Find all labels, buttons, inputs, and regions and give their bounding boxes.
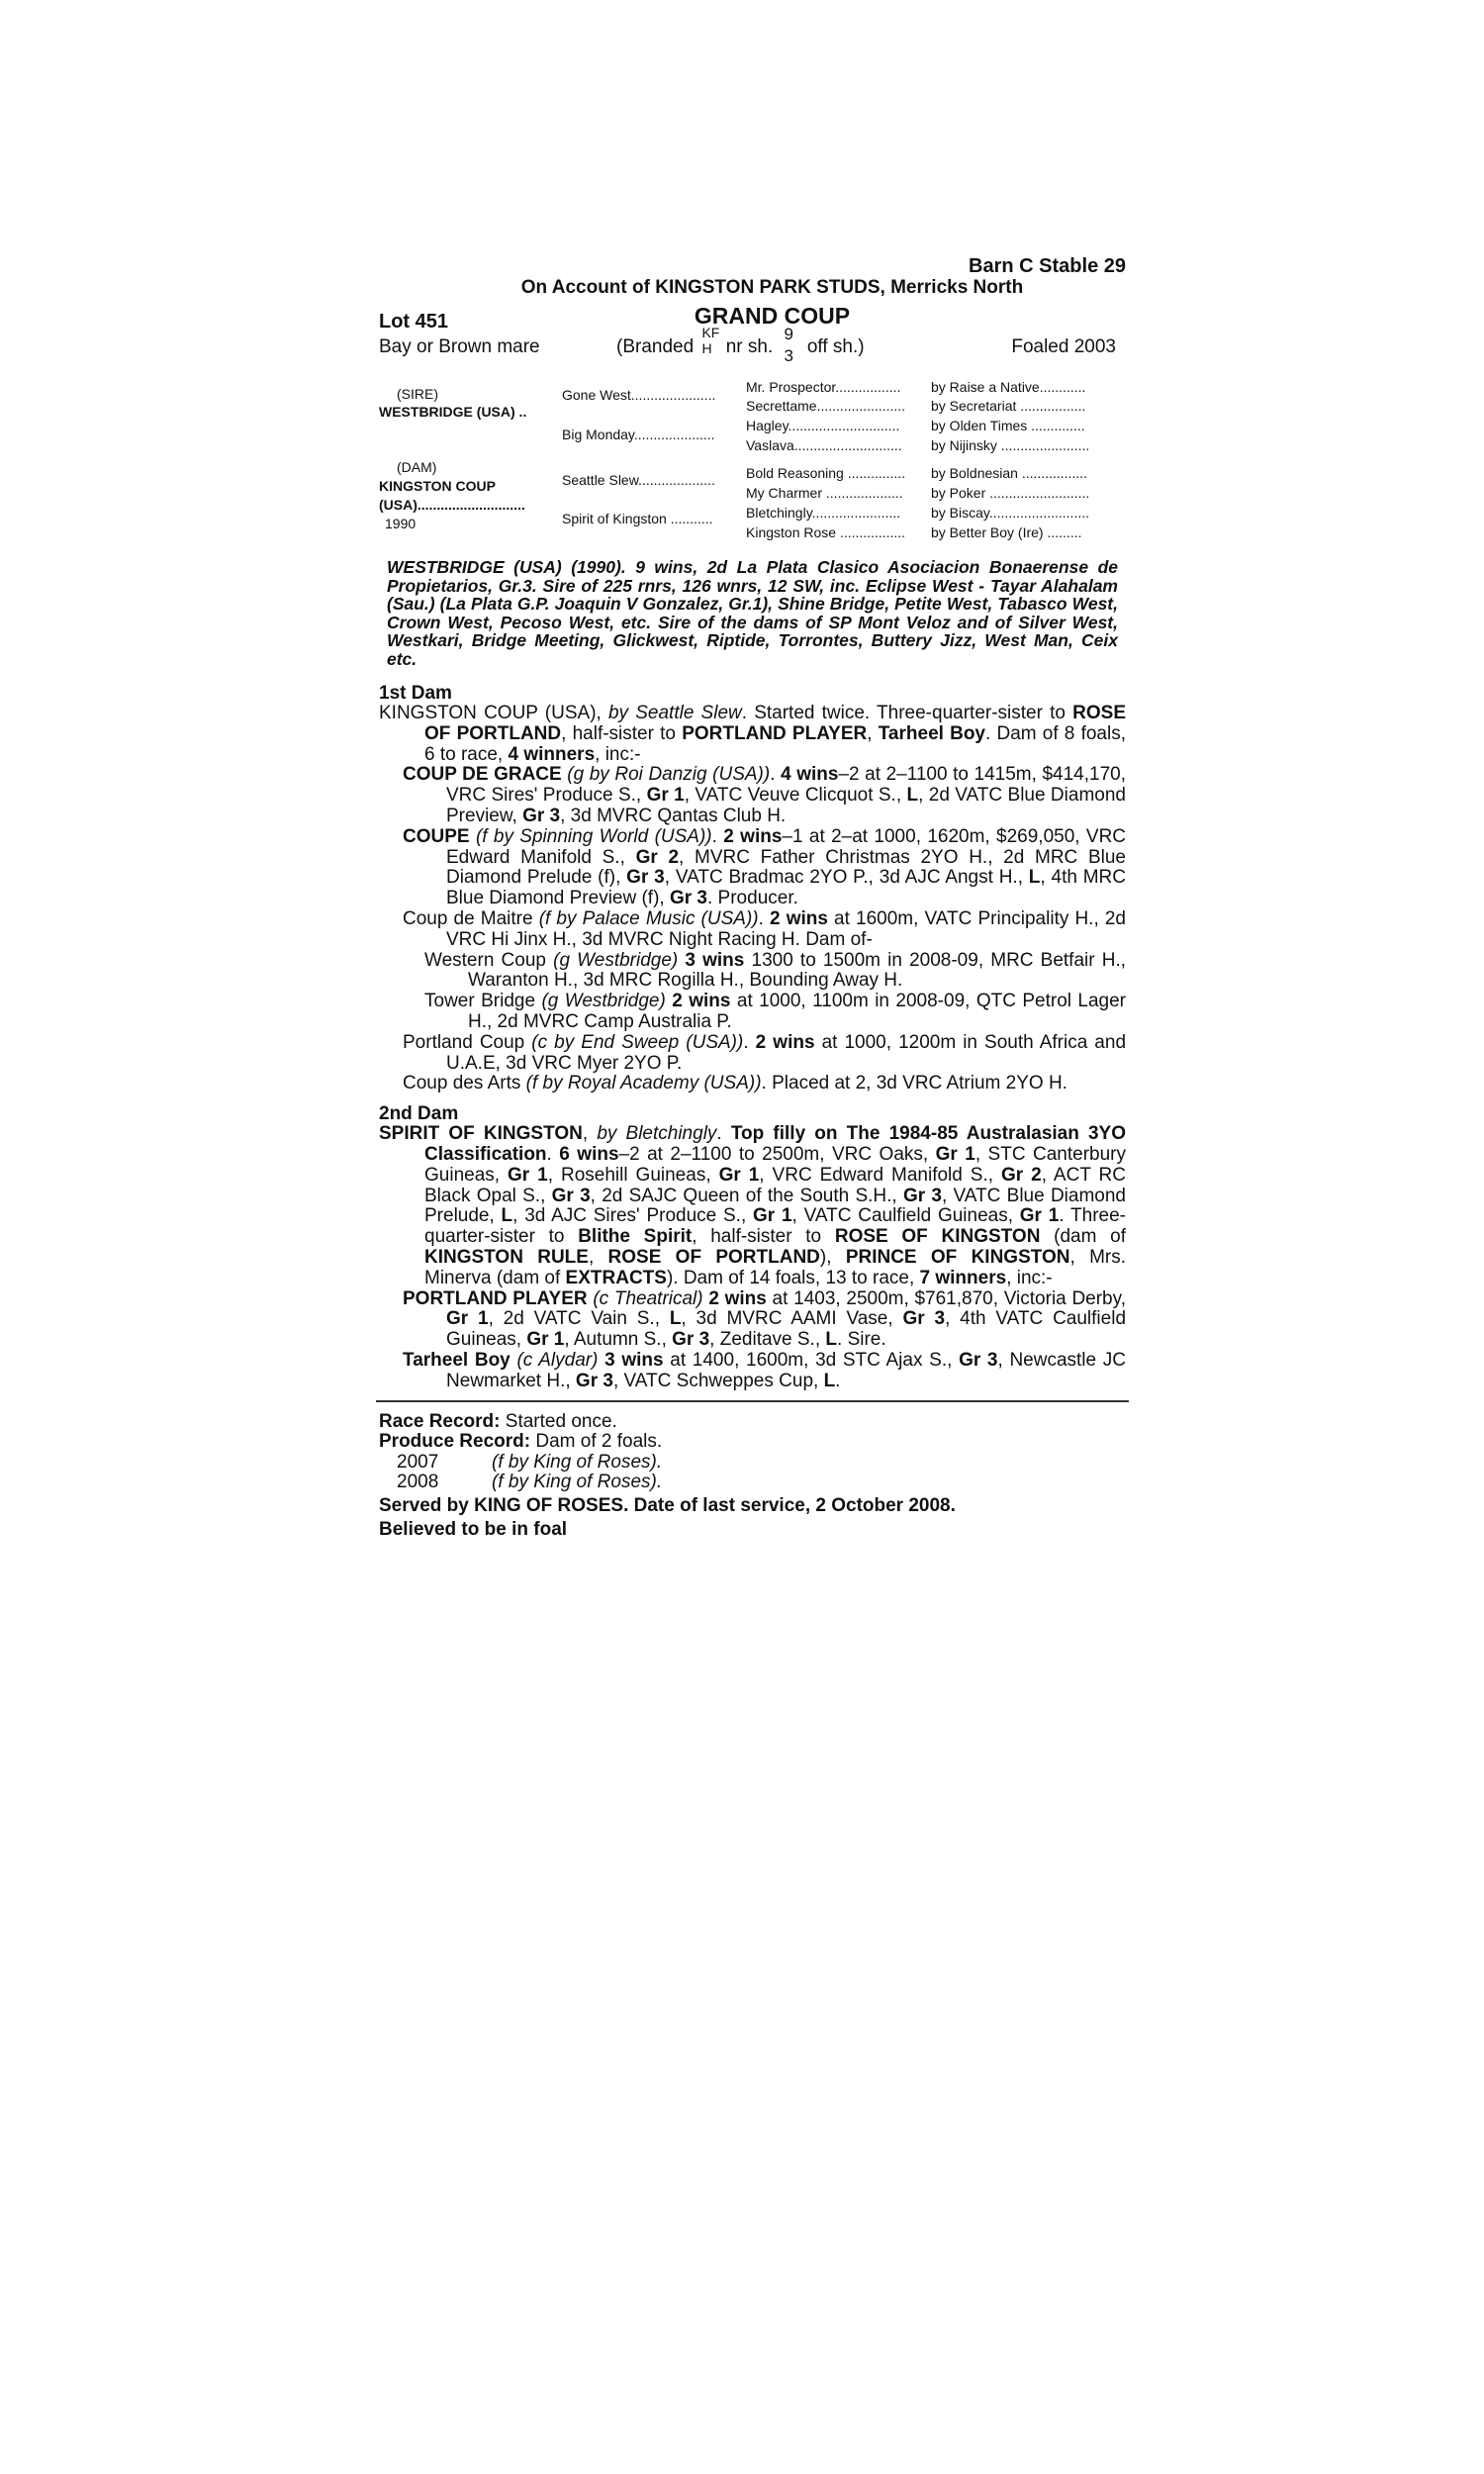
ggg-6: by Poker .......................... bbox=[931, 485, 1090, 501]
bold-text: EXTRACTS bbox=[565, 1267, 667, 1288]
gg-3: Hagley............................. bbox=[746, 418, 900, 433]
text-run: , Autumn S., bbox=[564, 1329, 673, 1351]
italic-text: (g Westbridge) bbox=[553, 949, 679, 971]
sire-label: (SIRE) bbox=[397, 386, 438, 402]
brand-description bbox=[616, 325, 865, 365]
catalogue-page bbox=[379, 255, 1126, 1541]
produce-year: 2008 bbox=[397, 1472, 439, 1492]
horse-name: GRAND COUP bbox=[694, 303, 851, 329]
text-run: , 2d VATC Vain S., bbox=[488, 1308, 670, 1330]
text-run: Coup de Maitre bbox=[403, 907, 539, 929]
bold-text: Gr 3 bbox=[669, 888, 707, 909]
sire-sire: Gone West...................... bbox=[562, 387, 716, 403]
bold-text: 3 wins bbox=[685, 949, 745, 971]
text-run: , half-sister to bbox=[692, 1226, 835, 1248]
bold-text: COUP DE GRACE bbox=[403, 764, 562, 786]
text-run: . bbox=[711, 825, 724, 847]
text-run: . bbox=[758, 907, 771, 929]
ggg-8: by Better Boy (Ire) ......... bbox=[931, 524, 1082, 540]
ggg-2: by Secretariat ................. bbox=[931, 398, 1086, 414]
race-record-value: Started once. bbox=[500, 1410, 617, 1432]
text-run: , MVRC Father Christmas 2YO H., 2d MRC Blue Diamond Prelude (f), bbox=[446, 846, 1126, 889]
progeny-entry bbox=[379, 1351, 1126, 1392]
text-run: . Three-quarter-sister to bbox=[424, 1205, 1126, 1248]
bold-text: SPIRIT OF KINGSTON bbox=[379, 1123, 583, 1145]
bold-text: Gr 3 bbox=[626, 867, 665, 889]
text-run: , bbox=[588, 1246, 608, 1268]
text-run: . Started twice. Three-quarter-sister to bbox=[741, 703, 1073, 723]
in-foal-status: Believed to be in foal bbox=[379, 1518, 568, 1540]
bold-text: 2 wins bbox=[770, 907, 828, 929]
bold-text: 7 winners bbox=[919, 1267, 1007, 1288]
text-run: , 2d VATC Blue Diamond Preview, bbox=[446, 785, 1126, 826]
italic-text: (c Theatrical) bbox=[593, 1287, 703, 1309]
ggg-1: by Raise a Native............ bbox=[931, 379, 1086, 395]
barn-stable: Barn C Stable 29 bbox=[969, 255, 1126, 277]
text-run: , 3d AJC Sires' Produce S., bbox=[512, 1205, 754, 1227]
bold-text: L bbox=[825, 1329, 838, 1351]
bold-text: 4 winners bbox=[508, 743, 596, 765]
first-dam-heading: 1st Dam bbox=[379, 683, 452, 704]
progeny-entry bbox=[379, 765, 1126, 826]
italic-text: (c by End Sweep (USA)) bbox=[531, 1031, 744, 1053]
text-run: , VATC Blue Diamond Prelude, bbox=[424, 1185, 1126, 1227]
produce-row bbox=[379, 1473, 1126, 1493]
text-run: . Sire. bbox=[837, 1329, 886, 1351]
gg-2: Secrettame....................... bbox=[746, 398, 906, 414]
bold-text: PORTLAND PLAYER bbox=[682, 722, 868, 744]
brand-off: off sh.) bbox=[806, 336, 865, 357]
bold-text: Tarheel Boy bbox=[403, 1349, 510, 1371]
text-run: . bbox=[546, 1143, 560, 1165]
bold-text: PRINCE OF KINGSTON bbox=[845, 1246, 1070, 1268]
produce-record-value: Dam of 2 foals. bbox=[530, 1431, 663, 1452]
text-run: . bbox=[770, 764, 782, 786]
bold-text: L bbox=[669, 1308, 682, 1330]
bold-text: Gr 1 bbox=[508, 1164, 548, 1186]
bold-text: Gr 1 bbox=[753, 1205, 792, 1227]
bold-text: ROSE OF PORTLAND bbox=[424, 703, 1126, 744]
second-dam-intro bbox=[379, 1124, 1126, 1288]
dam-name: KINGSTON COUP bbox=[379, 478, 496, 494]
produce-year: 2007 bbox=[397, 1451, 439, 1473]
brand-nr: nr sh. bbox=[725, 336, 774, 357]
text-run: , VATC Schweppes Cup, bbox=[612, 1370, 824, 1391]
ggg-4: by Nijinsky ....................... bbox=[931, 437, 1090, 453]
text-run: . bbox=[716, 1123, 731, 1145]
dam-year: 1990 bbox=[385, 516, 417, 531]
bold-text: Gr 2 bbox=[1001, 1164, 1042, 1186]
progeny-entry bbox=[379, 1289, 1126, 1351]
lot-number: Lot 451 bbox=[379, 311, 449, 333]
bold-text: 2 wins bbox=[755, 1031, 815, 1053]
bold-text: Gr 3 bbox=[522, 805, 561, 826]
ggg-7: by Biscay.......................... bbox=[931, 505, 1090, 521]
text-run: , ACT RC Black Opal S., bbox=[424, 1164, 1127, 1206]
bold-text: Gr 1 bbox=[446, 1308, 489, 1330]
text-run: , VATC Caulfield Guineas, bbox=[791, 1205, 1020, 1227]
text-run: , VRC Edward Manifold S., bbox=[759, 1164, 1002, 1186]
sex-colour: Bay or Brown mare bbox=[379, 336, 540, 357]
text-run: Western Coup bbox=[424, 949, 554, 971]
brand-mark bbox=[698, 325, 720, 356]
second-dam-heading: 2nd Dam bbox=[379, 1103, 459, 1125]
text-run: , inc:- bbox=[595, 743, 641, 765]
pedigree-table bbox=[379, 378, 1126, 546]
horse-details bbox=[379, 325, 1126, 378]
text-run: –2 at 2–1100 to 2500m, VRC Oaks, bbox=[618, 1143, 936, 1165]
text-run: ). Dam of 14 foals, 13 to race, bbox=[666, 1267, 920, 1288]
text-run: at 1400, 1600m, 3d STC Ajax S., bbox=[663, 1349, 960, 1371]
text-run: ), bbox=[819, 1246, 846, 1268]
text-run: KINGSTON COUP (USA), bbox=[379, 703, 608, 723]
bold-text: 2 wins bbox=[672, 991, 731, 1012]
bold-text: 2 wins bbox=[708, 1287, 767, 1309]
progeny-entry bbox=[379, 992, 1126, 1033]
gg-8: Kingston Rose ................. bbox=[746, 524, 906, 540]
produce-desc: (f by King of Roses). bbox=[492, 1451, 663, 1473]
italic-text: (g Westbridge) bbox=[541, 991, 666, 1012]
produce-record-label: Produce Record: bbox=[379, 1431, 531, 1452]
bold-text: Gr 3 bbox=[959, 1349, 998, 1371]
bold-text: Gr 3 bbox=[902, 1185, 942, 1206]
vendor-account: On Account of KINGSTON PARK STUDS, Merricks North bbox=[520, 277, 1024, 298]
text-run: . Producer. bbox=[707, 888, 798, 909]
text-run: , Rosehill Guineas, bbox=[547, 1164, 719, 1186]
bold-text: Top filly on The 1984-85 Australasian 3YO Classification bbox=[424, 1123, 1127, 1165]
italic-text: (f by Palace Music (USA)) bbox=[538, 907, 759, 929]
italic-text: (c Alydar) bbox=[516, 1349, 599, 1371]
bold-text: L bbox=[501, 1205, 513, 1227]
bold-text: L bbox=[906, 785, 919, 807]
italic-text: by Bletchingly bbox=[597, 1123, 717, 1145]
bold-text: Gr 1 bbox=[935, 1143, 975, 1165]
dam-sire: Seattle Slew.................... bbox=[562, 472, 715, 488]
text-run: , half-sister to bbox=[561, 722, 683, 744]
bold-text: ROSE OF KINGSTON bbox=[834, 1226, 1041, 1248]
second-dam-progeny bbox=[379, 1289, 1126, 1392]
bold-text: Gr 3 bbox=[902, 1308, 946, 1330]
bold-text: KINGSTON RULE bbox=[424, 1246, 589, 1268]
progeny-entry bbox=[379, 951, 1126, 993]
bold-text: Gr 3 bbox=[575, 1370, 613, 1391]
text-run: , 4th VATC Caulfield Guineas, bbox=[446, 1308, 1127, 1351]
text-run: , Zeditave S., bbox=[709, 1329, 826, 1351]
gg-4: Vaslava............................ bbox=[746, 437, 902, 453]
bold-text: ROSE OF PORTLAND bbox=[607, 1246, 820, 1268]
text-run: , VATC Bradmac 2YO P., 3d AJC Angst H., bbox=[664, 867, 1029, 889]
italic-text: (g by Roi Danzig (USA)) bbox=[567, 764, 771, 786]
text-run: 1300 to 1500m in 2008-09, MRC Betfair H., Waranton H., 3d MRC Rogilla H., Bounding Away H. bbox=[468, 949, 1126, 992]
bold-text: Gr 2 bbox=[635, 846, 680, 868]
sire-name: WESTBRIDGE (USA) .. bbox=[379, 404, 527, 420]
text-run: Portland Coup bbox=[403, 1031, 532, 1053]
brand-frac-bottom: 3 bbox=[784, 346, 794, 365]
brand-top: KF bbox=[701, 325, 720, 340]
text-run: –1 at 2–at 1000, 1620m, $269,050, VRC Edward Manifold S., bbox=[446, 825, 1127, 868]
brand-bottom: H bbox=[701, 340, 712, 356]
italic-text: (f by Spinning World (USA)) bbox=[475, 825, 712, 847]
text-run: , VATC Veuve Clicquot S., bbox=[684, 785, 907, 807]
text-run: at 1000, 1200m in South Africa and U.A.E, 3d VRC Myer 2YO P. bbox=[446, 1031, 1127, 1074]
text-run: , Mrs. Minerva (dam of bbox=[424, 1246, 1127, 1288]
bold-text: PORTLAND PLAYER bbox=[403, 1287, 588, 1309]
produce-desc: (f by King of Roses). bbox=[492, 1472, 663, 1492]
bold-text: 2 wins bbox=[723, 825, 783, 847]
foaled-year: Foaled 2003 bbox=[1011, 336, 1116, 357]
brand-fraction bbox=[779, 325, 802, 365]
text-run: , Newcastle JC Newmarket H., bbox=[446, 1349, 1126, 1391]
bold-text: Gr 1 bbox=[646, 785, 685, 807]
text-run: , 3d MVRC AAMI Vase, bbox=[681, 1308, 903, 1330]
served-by: Served by KING OF ROSES. Date of last service, 2 October 2008. bbox=[379, 1494, 956, 1516]
bold-text: Gr 1 bbox=[718, 1164, 760, 1186]
text-run: –2 at 2–1100 to 1415m, $414,170, VRC Sires' Produce S., bbox=[446, 764, 1127, 807]
text-run: , bbox=[582, 1123, 598, 1145]
divider bbox=[376, 1400, 1129, 1402]
bold-text: Tarheel Boy bbox=[878, 722, 985, 744]
brand-open: (Branded bbox=[616, 336, 695, 357]
first-dam-intro bbox=[379, 704, 1126, 765]
race-record bbox=[379, 1412, 1126, 1433]
progeny-entry bbox=[379, 827, 1126, 909]
italic-text: (f by Royal Academy (USA)) bbox=[525, 1073, 762, 1094]
text-run: Tower Bridge bbox=[424, 991, 542, 1012]
text-run: . bbox=[743, 1031, 756, 1053]
dam-name-country: (USA)............................ bbox=[379, 497, 525, 513]
sire-summary: WESTBRIDGE (USA) (1990). 9 wins, 2d La Plata Clasico Asociacion Bonaerense de Propietarios, Gr.3. Sire of 225 rnrs, 126 wnrs, 12 SW, inc. Eclipse West - Tayar Alahalam (Sau.) (La Plata G.P. Joaquin V Gonzalez, Gr.1), Shine Bridge, Petite West, Tabasco West, Crown West, Pecoso West, etc. Sire of the dams of SP Mont Veloz and of Silver West, Westkari, Bridge Meeting, Glickwest, Riptide, Torrontes, Buttery Jizz, West Man, Ceix etc. bbox=[387, 557, 1118, 669]
gg-5: Bold Reasoning ............... bbox=[746, 465, 906, 481]
text-run: , 3d MVRC Qantas Club H. bbox=[560, 805, 787, 826]
bold-text: 3 wins bbox=[604, 1349, 664, 1371]
italic-text: by Seattle Slew bbox=[607, 703, 742, 723]
race-record-label: Race Record: bbox=[379, 1410, 501, 1432]
ggg-3: by Olden Times .............. bbox=[931, 418, 1085, 433]
bold-text: Blithe Spirit bbox=[578, 1226, 693, 1248]
first-dam-progeny bbox=[379, 765, 1126, 1094]
sire-dam: Big Monday..................... bbox=[562, 427, 715, 442]
bold-text: Gr 3 bbox=[551, 1185, 591, 1206]
dam-dam: Spirit of Kingston ........... bbox=[562, 511, 713, 526]
text-run: , 4th MRC Blue Diamond Preview (f), bbox=[446, 867, 1126, 909]
text-run: . Placed at 2, 3d VRC Atrium 2YO H. bbox=[761, 1073, 1067, 1094]
brand-frac-top: 9 bbox=[784, 325, 794, 343]
text-run: (dam of bbox=[1040, 1226, 1126, 1248]
bold-text: COUPE bbox=[403, 825, 470, 847]
text-run: , STC Canterbury Guineas, bbox=[424, 1143, 1126, 1186]
gg-6: My Charmer .................... bbox=[746, 485, 903, 501]
text-run: , bbox=[867, 722, 879, 744]
gg-7: Bletchingly....................... bbox=[746, 505, 901, 521]
bold-text: L bbox=[823, 1370, 836, 1391]
produce-record bbox=[379, 1432, 1126, 1453]
text-run: at 1403, 2500m, $761,870, Victoria Derby, bbox=[766, 1287, 1126, 1309]
produce-row bbox=[379, 1453, 1126, 1474]
bold-text: L bbox=[1028, 867, 1041, 889]
bold-text: Gr 1 bbox=[526, 1329, 565, 1351]
ggg-5: by Boldnesian ................. bbox=[931, 465, 1087, 481]
progeny-entry bbox=[379, 1074, 1126, 1094]
gg-1: Mr. Prospector................. bbox=[746, 379, 901, 395]
bold-text: Gr 1 bbox=[1019, 1205, 1060, 1227]
progeny-entry bbox=[379, 1033, 1126, 1075]
text-run: . Dam of 8 foals, 6 to race, bbox=[424, 722, 1126, 765]
text-run: , inc:- bbox=[1006, 1267, 1053, 1288]
text-run: , 2d SAJC Queen of the South S.H., bbox=[590, 1185, 903, 1206]
dam-label: (DAM) bbox=[397, 459, 437, 475]
bold-text: 6 wins bbox=[559, 1143, 619, 1165]
text-run: at 1600m, VATC Principality H., 2d VRC Hi Jinx H., 3d MVRC Night Racing H. Dam of- bbox=[446, 907, 1126, 950]
bold-text: 4 wins bbox=[781, 764, 839, 786]
text-run: . bbox=[835, 1370, 841, 1391]
bold-text: Gr 3 bbox=[672, 1329, 710, 1351]
text-run: Coup des Arts bbox=[403, 1073, 526, 1094]
text-run: at 1000, 1100m in 2008-09, QTC Petrol Lager H., 2d MVRC Camp Australia P. bbox=[468, 991, 1126, 1032]
progeny-entry bbox=[379, 909, 1126, 951]
